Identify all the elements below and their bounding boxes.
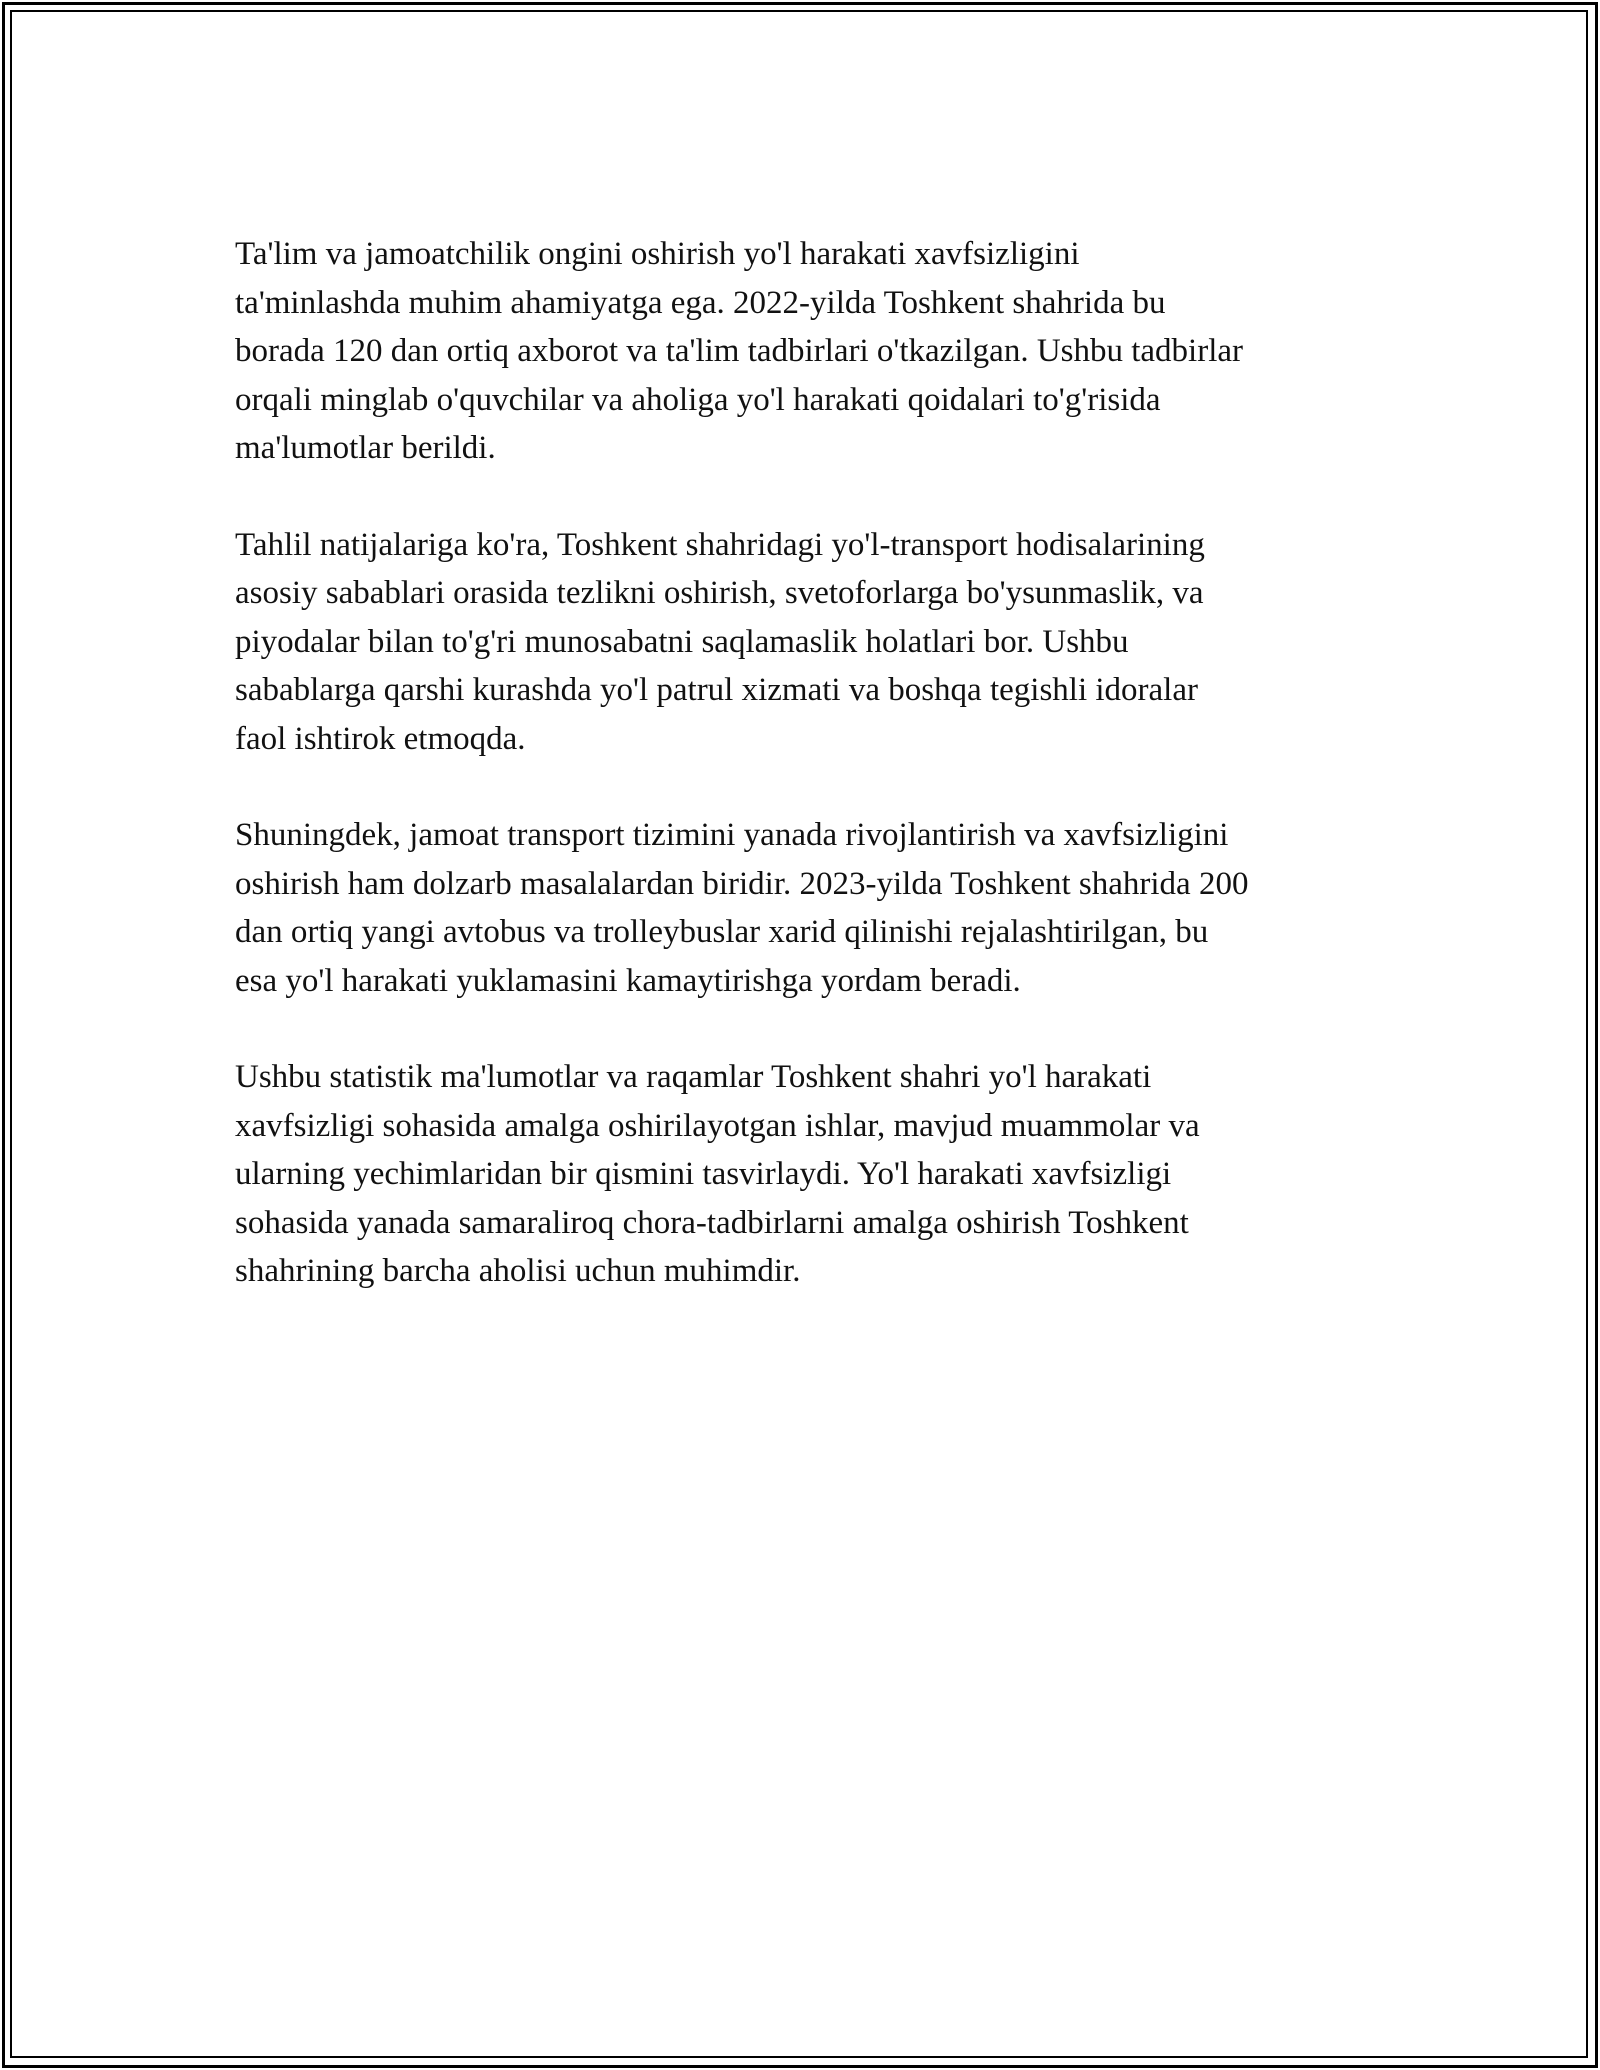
paragraph-public-transport: Shuningdek, jamoat transport tizimini yanada rivojlantirish va xavfsizligini oshirish ham dolzarb masalalardan biridir. 2023-yilda Toshkent shahrida 200 dan ortiq yangi avtobus va trolleybuslar xarid qilinishi rejalashtirilgan, bu esa yo'l harakati yuklamasini kamaytirishga yordam beradi. [235,817,1249,999]
paragraph-education: Ta'lim va jamoatchilik ongini oshirish yo'l harakati xavfsizligini ta'minlashda muhim ahamiyatga ega. 2022-yilda Toshkent shahrida bu borada 120 dan ortiq axborot va ta'lim tadbirlari o'tkazilgan. Ushbu tadbirlar orqali minglab o'quvchilar va aholiga yo'l harakati qoidalari to'g'risida ma'lumotlar berildi. [235,236,1244,466]
document-body [235,230,1385,1344]
paragraph-accident-causes: Tahlil natijalariga ko'ra, Toshkent shahridagi yo'l-transport hodisalarining asosiy sabablari orasida tezlikni oshirish, svetoforlarga bo'ysunmaslik, va piyodalar bilan to'g'ri munosabatni saqlamaslik holatlari bor. Ushbu sabablarga qarshi kurashda yo'l patrul xizmati va boshqa tegishli idoralar faol ishtirok etmoqda. [235,526,1205,757]
paragraph-conclusion: Ushbu statistik ma'lumotlar va raqamlar Toshkent shahri yo'l harakati xavfsizligi sohasida amalga oshirilayotgan ishlar, mavjud muammolar va ularning yechimlaridan bir qismini tasvirlaydi. Yo'l harakati xavfsizligi sohasida yanada samaraliroq chora-tadbirlarni amalga oshirish Toshkent shahrining barcha aholisi uchun muhimdir. [235,1059,1200,1289]
